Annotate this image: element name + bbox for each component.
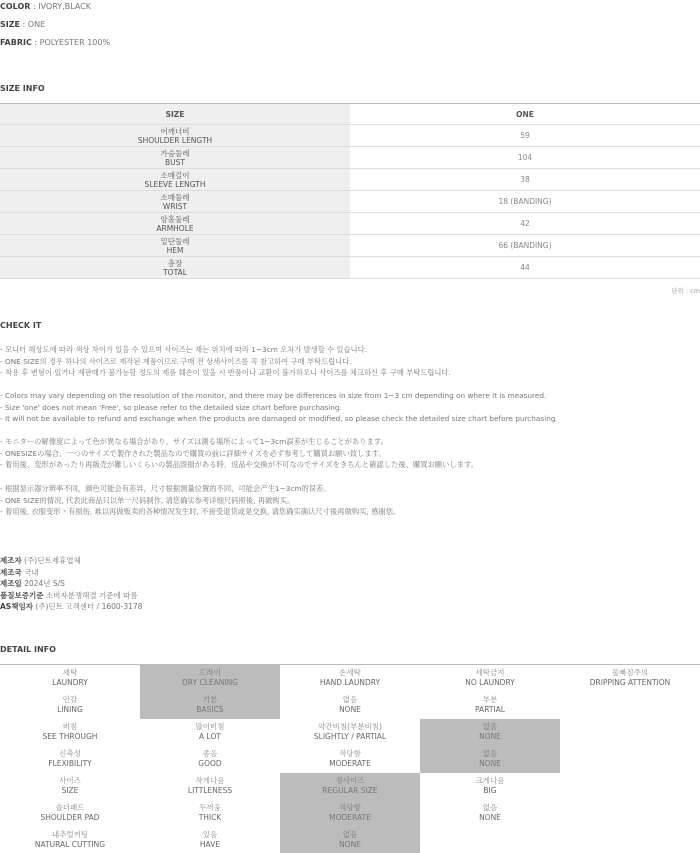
- size-row-label-ko: 소매둘레: [160, 192, 190, 202]
- detail-info-title: DETAIL INFO: [0, 645, 56, 654]
- detail-label-en: DRIPPING ATTENTION: [589, 678, 671, 687]
- detail-option: [420, 773, 560, 800]
- size-row: [0, 213, 700, 235]
- detail-label-ko: 크게나옴: [475, 776, 505, 785]
- size-row-label-ko: 소매길이: [160, 170, 190, 180]
- detail-row: [0, 800, 700, 827]
- detail-label-ko: 없음: [482, 803, 498, 812]
- detail-label-en: SEE THROUGH: [42, 732, 98, 741]
- unit-label: 단위 : cm: [671, 287, 700, 295]
- detail-option: [140, 746, 280, 773]
- detail-label-ko: 있음: [202, 830, 218, 839]
- manufacture-line: [0, 555, 81, 566]
- check-note-line: - Size 'one' does not mean 'Free', so please refer to the detailed size chart before purchasing.: [0, 402, 342, 412]
- detail-label-en: LINING: [57, 705, 83, 714]
- size-row: [0, 235, 700, 257]
- detail-row: [0, 719, 700, 746]
- detail-category: [0, 719, 140, 746]
- size-value: : ONE: [20, 20, 46, 29]
- detail-option: [560, 665, 700, 692]
- detail-label-ko: 세탁금지: [475, 668, 505, 677]
- detail-label-en: NATURAL CUTTING: [34, 840, 106, 849]
- check-note-line: - Colors may vary depending on the resolution of the monitor, and there may be differences in size from 1~3 cm depending on where it is measured.: [0, 391, 547, 400]
- size-row-label-en: SHOULDER LENGTH: [137, 135, 213, 145]
- detail-label-ko: 없음: [482, 749, 498, 758]
- detail-label-ko: 많이비침: [195, 722, 225, 731]
- size-row-label-ko: 어깨너비: [160, 126, 190, 136]
- detail-option-selected: [280, 800, 420, 827]
- size-row-value: 42: [350, 213, 700, 235]
- detail-label-en: MODERATE: [329, 813, 371, 822]
- detail-label-ko: 적당함: [339, 803, 361, 812]
- manufacture-line: [0, 590, 138, 601]
- size-row-label: [0, 147, 350, 169]
- detail-row: [0, 827, 700, 853]
- check-note-line: - 根据显示器分辨率不同，颜色可能会有差异，尺寸根据测量位置的不同，可能会产生1~3cm的误差。: [0, 484, 331, 493]
- check-note-line: - It will not be available to refund and exchange when the products are damaged or modified, so please check the detailed size chart before purchasing.: [0, 414, 558, 424]
- detail-option-selected: [420, 719, 560, 746]
- detail-label-ko: 기본: [202, 695, 218, 704]
- detail-table: [0, 664, 700, 853]
- detail-row: [0, 746, 700, 773]
- detail-label-en: NONE: [479, 759, 501, 768]
- size-line: [0, 20, 45, 29]
- check-note-line: - ONE SIZE的情况, 代表此商品只以单一尺码制作, 请您确实参考详细尺码照後, 再做购买。: [0, 495, 295, 505]
- size-table-header: [0, 104, 700, 125]
- fabric-line: [0, 38, 110, 47]
- detail-row: [0, 665, 700, 692]
- detail-category: [0, 665, 140, 692]
- detail-label-ko: 정사이즈: [335, 776, 365, 785]
- detail-label-ko: 없음: [482, 722, 498, 731]
- size-row-label-ko: 암홀둘레: [160, 214, 190, 224]
- detail-label-en: NONE: [479, 813, 501, 822]
- size-header-label: SIZE: [0, 104, 350, 125]
- check-note-line: - 착용 후 변형이 있거나 재판매가 불가능할 정도의 제품 훼손이 있을 시 반품이나 교환이 불가하오니 사이즈를 체크하신 후 구매 부탁드립니다.: [0, 368, 451, 378]
- detail-label-en: REGULAR SIZE: [322, 786, 378, 795]
- detail-category: [0, 827, 140, 853]
- size-row: [0, 169, 700, 191]
- size-row-value: 44: [350, 257, 700, 279]
- size-row-value: 59: [350, 125, 700, 147]
- detail-label-ko: 약간비침(부분비침): [318, 722, 382, 731]
- detail-label-en: NONE: [339, 705, 361, 714]
- detail-label-en: SHOULDER PAD: [40, 813, 100, 822]
- size-row-label: [0, 191, 350, 213]
- check-note-line: - モニターの解像度によって色が異なる場合があり、サイズは測る場所によって1~3cm誤差が生じることがあります。: [0, 437, 388, 446]
- detail-label-en: A LOT: [199, 732, 221, 741]
- check-note-line: - 着用後、変形があったり再販売が難しいくらいの製品毀損がある時、返品や交換が不可なのでサイズをきちんと確認した後、購買お願いします。: [0, 460, 479, 470]
- size-table: [0, 103, 700, 279]
- size-row-value: 66 (BANDING): [350, 235, 700, 257]
- color-label: COLOR: [0, 2, 31, 11]
- size-row-label: [0, 257, 350, 279]
- size-row-label-en: BUST: [165, 157, 185, 167]
- detail-label-en: NONE: [479, 732, 501, 741]
- check-note-line: - ONE SIZE의 경우 하나의 사이즈로 제작된 제품이므로 구매 전 상세사이즈를 꼭 참고하여 구매 부탁드립니다.: [0, 356, 352, 366]
- detail-option-selected: [140, 665, 280, 692]
- manufacture-value: (주)딘트제휴업체: [21, 556, 81, 565]
- detail-option: [420, 827, 560, 853]
- detail-label-en: BIG: [483, 786, 497, 795]
- size-row-value: 104: [350, 147, 700, 169]
- detail-option: [420, 800, 560, 827]
- manufacture-label: 제조일: [0, 579, 22, 589]
- detail-category: [0, 746, 140, 773]
- size-row-label-ko: 가슴둘레: [160, 148, 190, 158]
- detail-label-en: SLIGHTLY / PARTIAL: [313, 732, 387, 741]
- detail-label-ko: 드라이: [199, 668, 221, 677]
- detail-label-ko: 부분: [482, 695, 498, 704]
- detail-label-en: LITTLENESS: [187, 786, 233, 795]
- detail-label-en: GOOD: [198, 759, 222, 768]
- detail-option-selected: [140, 692, 280, 719]
- detail-label-en: DRY CLEANING: [181, 678, 238, 687]
- detail-option: [560, 800, 700, 827]
- size-header-value: ONE: [350, 104, 700, 125]
- manufacture-label: AS책임자: [0, 602, 33, 612]
- detail-label-ko: 없음: [342, 830, 358, 839]
- detail-option: [140, 800, 280, 827]
- detail-option: [280, 719, 420, 746]
- detail-label-en: FLEXIBILITY: [48, 759, 92, 768]
- size-row: [0, 125, 700, 147]
- manufacture-value: 2024년 S/S: [21, 579, 65, 589]
- manufacture-label: 품질보증기준: [0, 590, 44, 600]
- detail-label-ko: 두꺼움: [199, 803, 221, 812]
- detail-label-ko: 안감: [62, 695, 78, 704]
- detail-option: [420, 665, 560, 692]
- color-line: [0, 2, 91, 11]
- size-row-label-ko: 밑단둘레: [160, 236, 190, 246]
- detail-label-en: NONE: [339, 840, 361, 849]
- check-note-line: - ONESIZEの場合、一つのサイズで製作された製品なので購買の前に詳細サイズを必ず参考して購買お願い致します。: [0, 448, 386, 458]
- size-row-label: [0, 169, 350, 191]
- manufacture-line: [0, 578, 65, 589]
- size-label: SIZE: [0, 20, 21, 29]
- detail-category: [0, 773, 140, 800]
- detail-label-ko: 적당함: [339, 749, 361, 758]
- check-note-line: - 모니터 해상도에 따라 색상 차이가 있을 수 있으며 사이즈는 재는 위치에 따라 1~3cm 오차가 발생할 수 있습니다.: [0, 345, 367, 354]
- detail-label-en: SIZE: [61, 786, 79, 795]
- manufacture-value: 소비자분쟁해결 기준에 따름: [43, 590, 138, 600]
- size-row: [0, 147, 700, 169]
- detail-label-ko: 물빠짐주의: [611, 668, 649, 677]
- manufacture-label: 제조자: [0, 556, 22, 565]
- detail-option-selected: [420, 746, 560, 773]
- detail-row: [0, 692, 700, 719]
- detail-label-ko: 세탁: [62, 668, 78, 677]
- detail-option-selected: [280, 773, 420, 800]
- detail-option: [560, 827, 700, 853]
- detail-label-ko: 없음: [342, 695, 358, 704]
- detail-option: [420, 692, 560, 719]
- size-row-label: [0, 125, 350, 147]
- detail-category: [0, 800, 140, 827]
- fabric-value: : POLYESTER 100%: [31, 38, 111, 47]
- detail-option: [560, 746, 700, 773]
- detail-label-en: HAND LAUNDRY: [319, 678, 381, 687]
- detail-option: [280, 746, 420, 773]
- detail-label-en: MODERATE: [329, 759, 371, 768]
- size-row-label-en: TOTAL: [163, 267, 187, 277]
- detail-option: [280, 692, 420, 719]
- detail-category: [0, 692, 140, 719]
- detail-option-selected: [280, 827, 420, 853]
- manufacture-line: [0, 567, 39, 578]
- detail-label-en: BASICS: [196, 705, 224, 714]
- size-row-label-en: ARMHOLE: [156, 223, 194, 233]
- detail-option: [560, 773, 700, 800]
- color-value: : IVORY,BLACK: [30, 2, 91, 11]
- detail-label-ko: 작게나옴: [195, 776, 225, 785]
- manufacture-value: (주)딘트 고객센터 / 1600-3178: [32, 602, 143, 612]
- size-row-value: 18 (BANDING): [350, 191, 700, 213]
- detail-label-ko: 내추럴커팅: [51, 830, 89, 839]
- size-row-label-en: SLEEVE LENGTH: [144, 179, 206, 189]
- manufacture-line: [0, 601, 142, 612]
- detail-label-en: HAVE: [199, 840, 221, 849]
- detail-label-en: THICK: [198, 813, 222, 822]
- detail-label-ko: 신축성: [59, 749, 81, 758]
- size-row-label-en: HEM: [166, 245, 184, 255]
- detail-row: [0, 773, 700, 800]
- detail-label-ko: 좋음: [202, 749, 218, 758]
- detail-option: [560, 719, 700, 746]
- detail-label-en: LAUNDRY: [52, 678, 88, 687]
- manufacture-value: 국내: [21, 567, 39, 577]
- detail-option: [140, 827, 280, 853]
- detail-option: [280, 665, 420, 692]
- detail-label-ko: 숄더패드: [55, 803, 85, 812]
- size-row-value: 38: [350, 169, 700, 191]
- size-row-label: [0, 213, 350, 235]
- detail-label-en: NO LAUNDRY: [465, 678, 515, 687]
- detail-label-en: PARTIAL: [475, 705, 505, 714]
- detail-option: [140, 773, 280, 800]
- check-it-title: CHECK IT: [0, 321, 42, 330]
- detail-label-ko: 사이즈: [59, 776, 81, 785]
- size-row-label: [0, 235, 350, 257]
- size-info-title: SIZE INFO: [0, 84, 45, 93]
- manufacture-label: 제조국: [0, 567, 22, 577]
- detail-option: [560, 692, 700, 719]
- check-note-line: - 着用後, 衣服变形丶有损伤, 难以再做贩卖的各种情况发生时, 不接受退货或是交换, 请您确实确认尺寸後再做购买, 感谢您。: [0, 507, 401, 517]
- detail-label-ko: 손세탁: [339, 668, 361, 677]
- detail-option: [140, 719, 280, 746]
- size-row-label-ko: 총장: [167, 258, 183, 268]
- size-row: [0, 191, 700, 213]
- fabric-label: FABRIC: [0, 38, 32, 47]
- size-row: [0, 257, 700, 279]
- size-row-label-en: WRIST: [162, 201, 188, 211]
- detail-label-ko: 비침: [62, 722, 78, 731]
